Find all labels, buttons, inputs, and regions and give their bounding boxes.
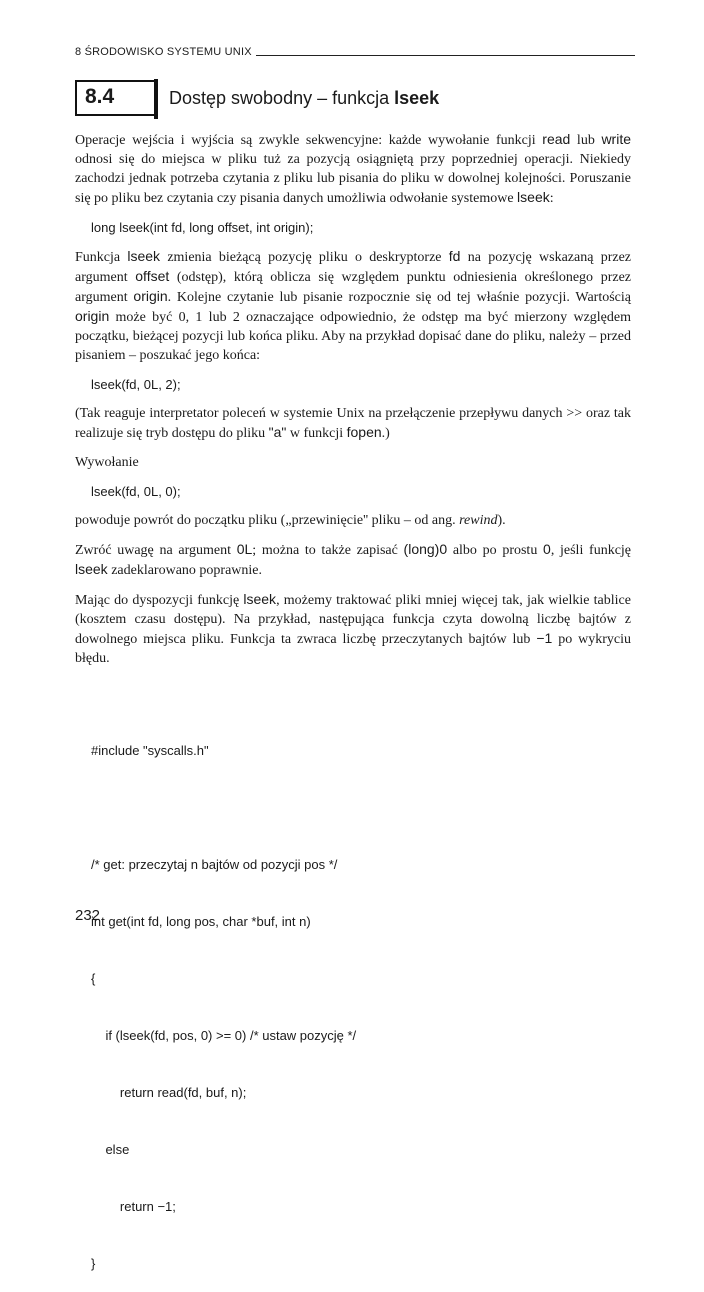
section-heading — [75, 78, 439, 118]
code-line: { — [91, 971, 96, 986]
text-run: : — [549, 191, 554, 206]
text-run: po wykryciu błędu. — [75, 632, 631, 666]
inline-code: fd — [448, 248, 461, 264]
text-run: , możemy traktować pliki mniej więcej tak, jak wielkie tablice (kosztem czasu dostępu). Na przykład, następująca funkcja czyta dowolną liczbę bajtów z dowolnego miejsca pliku. Funkcja ta zwraca liczbę przeczytanych bajtów lub — [75, 593, 631, 647]
text-run: (odstęp), którą oblicza się względem punktu odniesienia określonego przez argument — [75, 270, 632, 305]
code-line-lseek-signature: long lseek(int fd, long offset, int origin); — [91, 220, 314, 235]
text-run: (Tak reaguje interpretator poleceń w systemie Unix na przełączenie przepływu danych >> oraz tak realizuje się tryb dostępu do pliku — [75, 406, 631, 441]
code-line: /* get: przeczytaj n bajtów od pozycji pos */ — [91, 857, 338, 872]
emphasis: rewind — [459, 513, 498, 528]
text-run: powoduje powrót do początku pliku („przewinięcie'' pliku – od ang. — [75, 513, 460, 528]
inline-code: lseek — [75, 561, 108, 577]
code-line-seek-end: lseek(fd, 0L, 2); — [91, 377, 181, 392]
text-run: w funkcji — [286, 426, 347, 441]
paragraph-6 — [75, 540, 631, 580]
inline-code: origin — [133, 288, 168, 304]
inline-code: −1 — [536, 630, 553, 646]
text-run: ; można to także zapisać — [252, 543, 404, 558]
text-run: Funkcja — [75, 250, 128, 265]
inline-code: lseek — [127, 248, 161, 264]
inline-code: origin — [75, 308, 110, 324]
paragraph-1 — [75, 130, 631, 208]
text-run: .) — [381, 426, 390, 441]
code-listing — [91, 703, 356, 1292]
inline-code: fopen — [346, 424, 382, 440]
running-head-text: 8 ŚRODOWISKO SYSTEMU UNIX — [75, 46, 252, 58]
text-run: lub — [570, 133, 602, 148]
inline-code: (long)0 — [403, 541, 448, 557]
inline-code: lseek — [243, 591, 277, 607]
code-line: return −1; — [91, 1199, 176, 1214]
inline-code: 0 — [543, 541, 551, 557]
running-header — [75, 40, 635, 58]
code-line: else — [91, 1142, 130, 1157]
text-run: Zwróć uwagę na argument — [75, 543, 237, 558]
text-run: zmienia bieżącą pozycję pliku o deskryptorze — [160, 250, 449, 265]
code-line-rewind: lseek(fd, 0L, 0); — [91, 484, 181, 499]
section-title-code: lseek — [394, 87, 440, 108]
paragraph-7 — [75, 590, 631, 668]
body-text — [75, 130, 631, 678]
code-line: if (lseek(fd, pos, 0) >= 0) /* ustaw pozycję */ — [91, 1028, 357, 1043]
section-title — [169, 88, 439, 109]
text-run: odnosi się do miejsca w pliku tuż za pozycją osiągniętą przy poprzedniej operacji. Niekiedy zachodzi jednak potrzeba czytania z pliku lub pisania do pliku w dowolnej kolejności. Poruszanie się po pliku bez czytania czy pisania danych umożliwia odwołanie systemowe — [75, 152, 631, 206]
inline-code: write — [601, 131, 631, 147]
text-run: ). — [497, 513, 506, 528]
page-number: 232 — [75, 907, 101, 924]
text-run: na pozycję wskazaną przez argument — [75, 250, 631, 285]
code-line: #include "syscalls.h" — [91, 743, 209, 758]
text-run: . Kolejne czytanie lub pisanie rozpocznie się od tej właśnie pozycji. Wartością — [167, 290, 631, 305]
section-title-text: Dostęp swobodny – funkcja — [169, 87, 395, 108]
text-run: Mając do dyspozycji funkcję — [75, 593, 244, 608]
inline-code: read — [542, 131, 571, 147]
inline-code: "a" — [268, 424, 287, 440]
section-number: 8.4 — [85, 85, 115, 108]
paragraph-4: Wywołanie — [75, 455, 139, 470]
code-line: return read(fd, buf, n); — [91, 1085, 247, 1100]
text-run: Operacje wejścia i wyjścia są zwykle sekwencyjne: każde wywołanie funkcji — [75, 133, 543, 148]
paragraph-5 — [75, 511, 631, 530]
section-number-box — [75, 80, 155, 116]
inline-code: lseek — [517, 189, 550, 205]
code-line: int get(int fd, long pos, char *buf, int n) — [91, 914, 311, 929]
code-line: } — [91, 1256, 96, 1271]
text-run: , jeśli funkcję — [550, 543, 632, 558]
inline-code: offset — [135, 268, 170, 284]
text-run: zadeklarowano poprawnie. — [107, 563, 263, 578]
text-run: może być 0, 1 lub 2 oznaczające odpowiednio, że odstęp ma być mierzony względem początku, bieżącej pozycji lub końca pliku. Aby na przykład dopisać dane do pliku, należy – przed pisaniem – poszukać jego końca: — [75, 310, 631, 363]
inline-code: 0L — [236, 541, 253, 557]
header-rule — [256, 55, 635, 56]
paragraph-2 — [75, 247, 631, 365]
code-line — [91, 798, 356, 817]
paragraph-3 — [75, 404, 631, 443]
text-run: albo po prostu — [447, 543, 544, 558]
